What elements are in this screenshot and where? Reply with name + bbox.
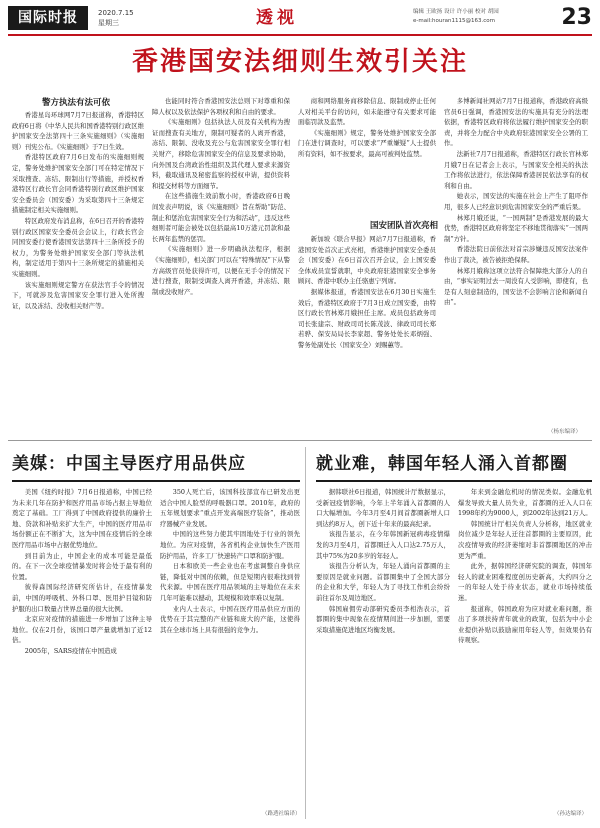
main-column-1 (12, 110, 144, 434)
paragraph: 《实施细则》规定，警务处维护国家安全部门在进行调查时，可以要求“严重嫌疑”人士提供所有资料，如不按要求，最高可被判处监禁。 (298, 128, 436, 158)
date: 2020.7.15 (98, 9, 134, 17)
paragraph: 《实施细则》包括执法人员及有关机构为搜证而搜查有关地方，限制可疑者的人离开香港，冻结、限制、没收及充公与危害国家安全罪行相关财产，移除危害国家安全的信息及要求协助，向外国及台湾政治性组织及其代理人要求来源资料，截取通讯及秘密监察的授权申请，提供资料和提交材料等方面细节。 (152, 118, 290, 190)
byline-main: （杨东编译） (548, 429, 582, 435)
left-article-title: 美媒：中国主导医疗用品供应 (12, 454, 246, 474)
paragraph: 也能同时符合香港国安法总则下对尊重和保障人权以及依法保护各项权利和自由的要求。 (152, 97, 290, 116)
paragraph: 《实施细则》进一步明确执法程序，根据《实施细则》，相关部门可以在“特殊情况”下从警方高级官员处获得许可，以便在无手令的情况下进行搜查，限制受调查人离开香港，并冻结、限制或没收财产。 (152, 245, 290, 296)
email: e-mail:houran1115@163.com (413, 18, 495, 24)
subheadline-2: 国安团队首次亮相 (369, 221, 438, 231)
paragraph: 2005年，SARS疫情在中国造成 (24, 646, 117, 655)
paragraph: 林郑月娥还说，“一国两制”是香港发展的最大优势，香港特区政府将坚定不移地贯彻落实“一国两制”方针。 (444, 213, 588, 243)
paragraph: 韩国统计厅相关负责人分析称，地区就业岗位减少是年轻人迁往首都圈的主要原因，此次疫情导致的经济萎缩对非首都圈地区的冲击更为严重。 (458, 519, 592, 560)
paragraph: 多博新闻社网站7月7日报道称，香港政府高级官员6日强调，香港国安法的实施具有充分的法理依据，香港特区政府将依法履行维护国家安全的职责，并将全力配合中央政府驻港国家安全公署的工作。 (444, 97, 588, 148)
paragraph: 年来到金融危机时的情况类似。金融危机爆发导致大量人员失业，首都圈的迁入人口在1998年约为9000人，到2002年达到21万人。 (458, 488, 592, 518)
left-article-column-1 (12, 487, 152, 819)
paragraph: 报道称，韩国政府为应对就业难问题，推出了多项扶持青年就业的政策，包括为中小企业提供补贴以鼓励雇用年轻人等，但效果仍有待观察。 (458, 604, 592, 645)
right-article-column-2 (458, 487, 592, 809)
paragraph: 该实施细则规定警方在获法官手令的情况下，可就涉及危害国家安全罪行进入处所搜证，以及冻结、没收相关财产等。 (12, 280, 144, 310)
paragraph: 香港法院日前依法对首宗涉嫌违反国安法案件作出了裁决，被告被拒绝保释。 (444, 245, 588, 264)
editors: 编辑 王欧扬 设计 许小丽 校对 胡园 (413, 9, 499, 15)
masthead (8, 6, 592, 34)
issue-date (98, 8, 134, 28)
editor-credits (413, 8, 558, 26)
main-column-2 (152, 96, 290, 434)
right-title-rule (316, 480, 592, 482)
main-column-4 (444, 96, 588, 426)
paragraph: 到目前为止，中国企业的成本可能是最低的。在下一次全球疫情暴发时将会处于最有利的位置。 (12, 551, 152, 581)
paragraph: 据韩联社6日报道，韩国统计厅数据显示，受新冠疫情影响，今年上半年涌入首都圈的人口大幅增加。今年3月至4月间首都圈新增人口到达约8万人，创下近十年来的最高纪录。 (316, 488, 450, 528)
paragraph: 北京应对疫情的措施进一步增加了这种主导地位。仅在2月份，该国口罩产量就增加了近12倍。 (12, 615, 152, 645)
right-article-title: 就业难，韩国年轻人涌入首都圈 (316, 454, 568, 474)
header-rule (8, 34, 592, 36)
paragraph: 特区政府发布消息称，在6日召开的香港特别行政区国家安全委员会会议上，行政长官会同国安委行使香港国安法第四十三条所授予的权力，为警务处维护国家安全部门等执法机构，制定适用于第四十三条所规定的措施相关实施细则。 (12, 216, 144, 278)
weekday: 星期三 (98, 19, 119, 27)
section-divider (8, 440, 592, 441)
paragraph: 美国《纽约时报》7月6日报道称，中国已经为未来几年在防护和医疗用品市场占据主导地位奠定了基础。工厂得到了中国政府提供的廉价土地、贷款和补贴来扩大生产，中国的医疗用品市场份额正在不断扩大，这为中国在疫情后的全球医疗用品市场中占据优势地位。 (12, 488, 152, 549)
paragraph: 在这些措施生效前数小时，香港政府6日晚间发表声明说，该《实施细则》旨在帮助“防范、制止和惩治危害国家安全行为和活动”，违反这些细则者可能会被处以包括最高10万港元罚款和最长两年监禁的惩罚。 (152, 192, 290, 243)
paragraph: 林郑月娥称这项立法符合保障绝大部分人的自由，“事实证明过去一周没有人受影响，即使有，也是有人刻意制造的，国安法不会影响言论和新闻自由”。 (444, 266, 588, 307)
page-number: 23 (561, 5, 592, 30)
paragraph: 她表示，国安法的实施在社会上产生了阻吓作用，很多人已经意识到危害国家安全的严重后果。 (444, 192, 588, 211)
right-article-column-1 (316, 487, 450, 819)
paragraph: 新加坡《联合早报》网站7月7日报道称，香港国安处首次正式亮相，香港维护国家安全委员会（国安委）在6日首次召开会议，会上国安委全体成员宣誓就职，中央政府驻港国家安全事务顾问、香港中联办主任骆惠宁列席。 (298, 235, 436, 286)
paragraph: 该报告分析认为，年轻人涌向首都圈的主要原因是就业问题。首都圈集中了全国大部分的企业和大学，年轻人为了寻找工作机会纷纷前往首尔及周边地区。 (316, 562, 450, 602)
main-column-3a (298, 96, 436, 220)
paragraph: 据媒体报道，香港国安法在6月30日实施生效后，香港特区政府于7月3日成立国安委，由特区行政长官林郑月娥担任主席。成员包括政务司司长张建宗、财政司司长陈茂波、律政司司长郑若骅、保安局局长李家超、警务处处长邓炳强、警务处副处长（国家安全）刘赐蕙等。 (298, 287, 436, 349)
paragraph: 韩国雇佣劳动部研究委员李相浩表示，首都圈的集中现象在疫情期间进一步加剧，需要采取措施促进地区均衡发展。 (316, 604, 450, 634)
left-article-column-2 (160, 487, 300, 809)
paragraph: 香港星岛环球网7月7日报道称，香港特区政府6日将《中华人民共和国香港特别行政区维护国家安全法第四十三条实施细则》（实施细则）刊宪公布。《实施细则》于7日生效。 (12, 111, 144, 151)
paragraph: 法新社7月7日报道称，香港特区行政长官林郑月娥7日在记者会上表示，与国家安全相关的执法工作将依法进行，依法保障香港居民依法享有的权利和自由。 (444, 149, 588, 190)
section-name: 透视 (256, 8, 298, 28)
paragraph: 350人死亡后，该国科技部宣布已研发出更适合中国人脸型的呼吸器口罩。2010年，政府的五年规划要求“重点开发高端医疗装备”，推动医疗器械产业发展。 (160, 488, 300, 528)
paragraph: 此外，据韩国经济研究院的调查，韩国年轻人的就业困难程度创历史新高，大约四分之一的年轻人处于待业状态，就业市场持续低迷。 (458, 562, 592, 602)
paragraph: 业内人士表示，中国在医疗用品供应方面的优势在于其完整的产业链和庞大的产能，这使得其在全球市场上具有很强的竞争力。 (160, 604, 300, 634)
subheadline: 警方执法有法可依 (41, 98, 110, 108)
byline-left: （路透社编译） (262, 811, 301, 817)
byline-right: （孙达编译） (554, 811, 588, 817)
left-title-rule (12, 480, 300, 482)
page-headline: 香港国安法细则生效引关注 (131, 47, 468, 77)
newspaper-logo: 国际时报 (8, 6, 88, 30)
paragraph: 商和网络服务商移除信息、限制或停止任何人对相关平台的访问，如未能遵守有关要求可能面临罚款及监禁。 (298, 97, 436, 127)
paragraph: 日本和欧美一些企业也在考虑调整自身供应链，降低对中国的依赖，但是短期内很难找到替代来源。中国在医疗用品领域的主导地位在未来几年可能难以撼动，其规模和效率难以复制。 (160, 562, 300, 602)
paragraph: 香港特区政府7月6日发布的实施细则规定，警务处维护国家安全部门可在特定情况下采取搜查、冻结、限制出行等措施，并授权香港特区行政长官会同香港特别行政区维护国家安全委员会（国安委）为采取第四十三条规定措施制定相关实施细则。 (12, 153, 144, 215)
paragraph: 该报告显示，在今年韩国新冠病毒疫情爆发的3月至4月，首都圈迁入人口达2.75万人，其中75%为20多岁的年轻人。 (316, 530, 450, 560)
paragraph: 彼得森国际经济研究所估计，在疫情暴发前，中国的呼吸机、外科口罩、医用护目镜和防护服的出口数量占世界总量的很大比例。 (12, 583, 152, 613)
paragraph: 中国的这些努力使其牢固地处于行业的领先地位。为应对疫情，各省机构企业加快生产医用防护用品，许多工厂快速转产口罩和防护服。 (160, 530, 300, 560)
main-column-3b (298, 234, 436, 434)
column-separator (305, 447, 306, 819)
